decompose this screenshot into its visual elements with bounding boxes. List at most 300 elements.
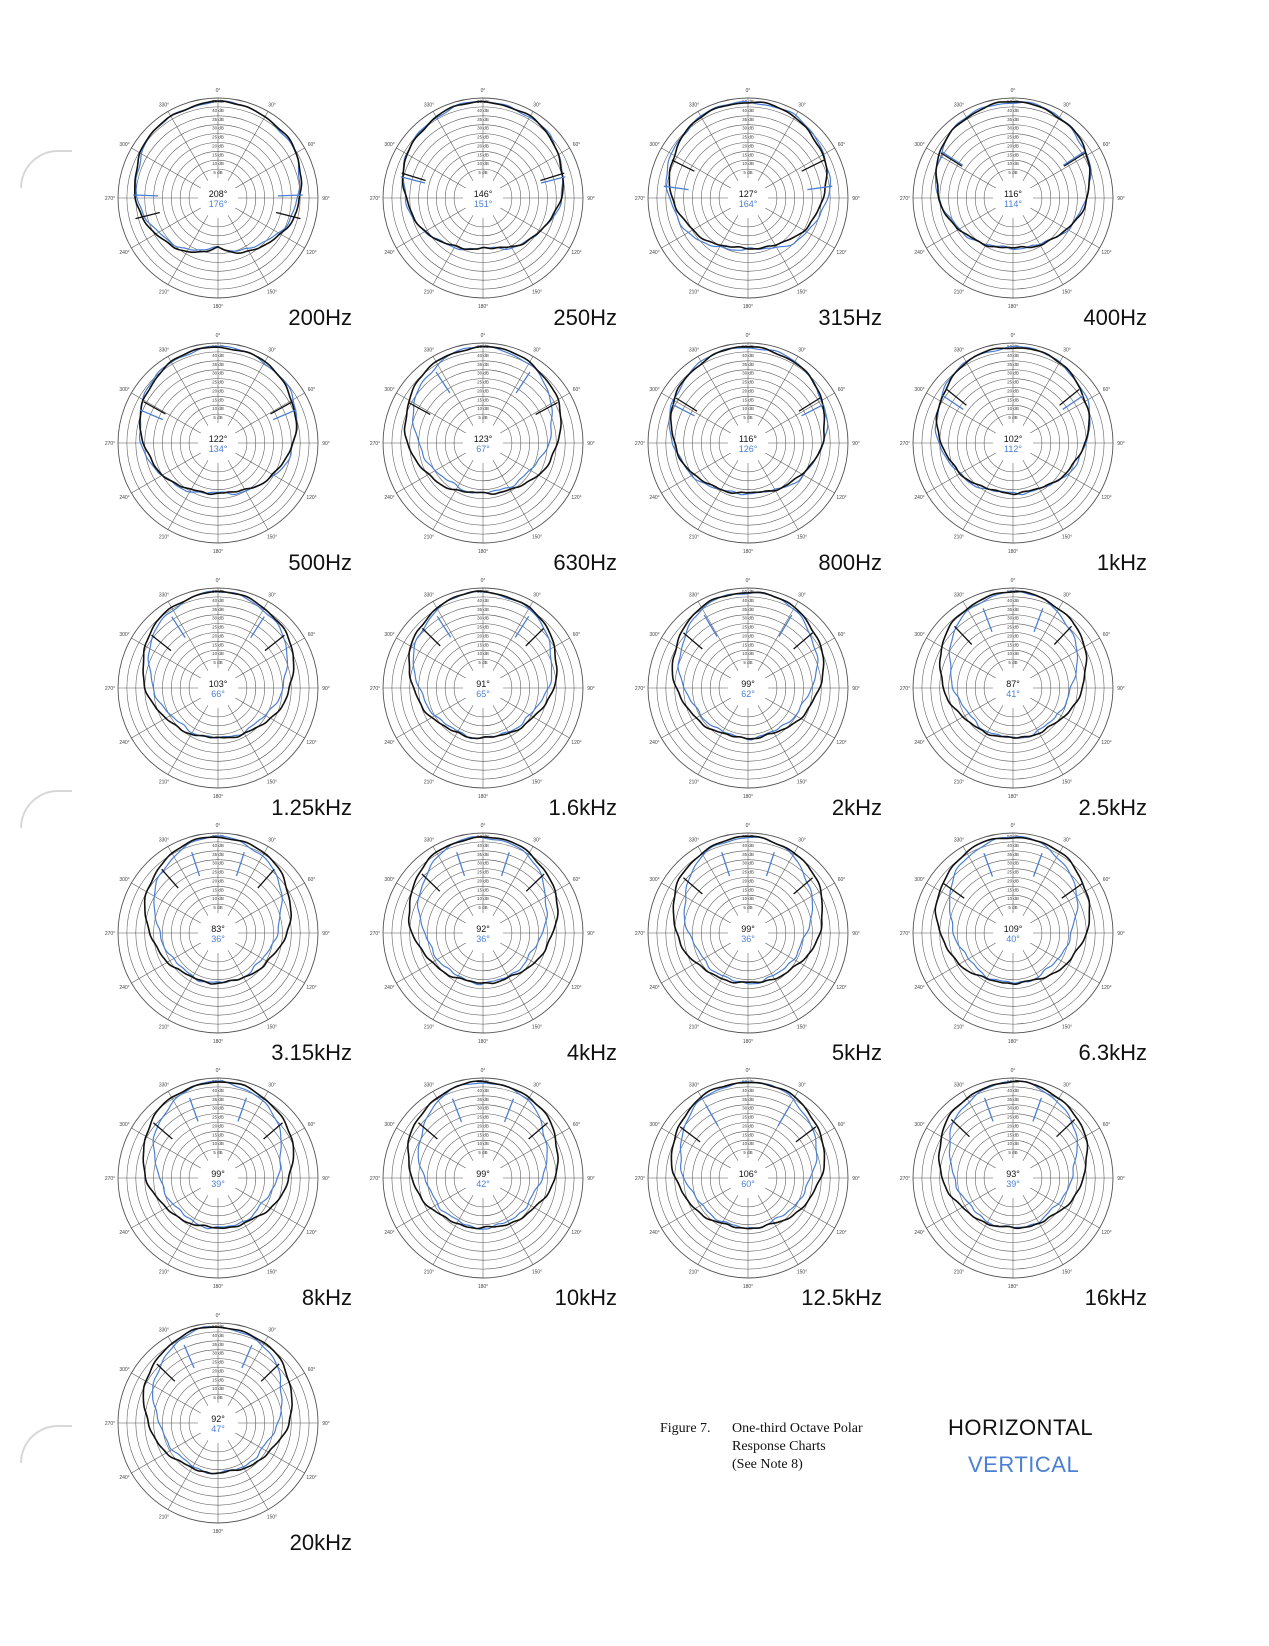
ring-label: 35 dB xyxy=(212,361,224,367)
horizontal-beamwidth-label: 122° xyxy=(208,434,228,444)
polar-chart xyxy=(622,80,882,330)
vertical-beamwidth-label: 47° xyxy=(211,1424,225,1434)
angle-label: 180° xyxy=(477,304,489,310)
ring-label: 15 dB xyxy=(477,152,489,158)
frequency-label: 200Hz xyxy=(288,305,352,330)
beamwidth-marker xyxy=(437,616,451,637)
angle-label: 240° xyxy=(384,1230,395,1236)
angle-label: 120° xyxy=(306,740,317,746)
angle-label: 90° xyxy=(587,196,595,202)
frequency-label: 2.5kHz xyxy=(1078,795,1147,820)
ring-label: 40 dB xyxy=(212,842,224,848)
angle-label: 90° xyxy=(852,686,860,692)
angle-label: 30° xyxy=(798,1082,806,1089)
ring-label: 5 dB xyxy=(1008,170,1018,176)
angle-label: 210° xyxy=(953,289,965,296)
ring-label: 50 dB xyxy=(212,1324,224,1329)
ring-label: 50 dB xyxy=(477,589,489,594)
ring-label: 30 dB xyxy=(1007,1105,1019,1111)
ring-label: 35 dB xyxy=(212,1096,224,1102)
ring-label: 25 dB xyxy=(1007,134,1019,140)
ring-label: 35 dB xyxy=(477,116,489,122)
frequency-label: 16kHz xyxy=(1084,1285,1147,1310)
beamwidth-marker xyxy=(984,853,993,877)
ring-label: 25 dB xyxy=(1007,869,1019,875)
angle-label: 240° xyxy=(384,250,395,256)
grid-spoke xyxy=(963,460,1003,529)
ring-label: 25 dB xyxy=(477,379,489,385)
angle-label: 240° xyxy=(914,495,925,501)
beamwidth-marker xyxy=(408,402,430,414)
ring-label: 40 dB xyxy=(1007,1087,1019,1093)
ring-label: 10 dB xyxy=(742,1141,754,1147)
grid-spoke xyxy=(131,883,200,923)
grid-spoke xyxy=(433,356,473,425)
beamwidth-marker xyxy=(273,410,296,420)
beamwidth-marker xyxy=(983,608,992,631)
ring-label: 20 dB xyxy=(212,633,224,639)
angle-label: 60° xyxy=(307,142,316,148)
vertical-beamwidth-label: 126° xyxy=(738,444,758,454)
ring-label: 40 dB xyxy=(477,1087,489,1093)
angle-label: 90° xyxy=(852,1176,860,1182)
ring-label: 20 dB xyxy=(1007,1123,1019,1129)
ring-label: 15 dB xyxy=(742,152,754,158)
punch-hole xyxy=(20,790,72,828)
ring-label: 15 dB xyxy=(477,397,489,403)
ring-label: 40 dB xyxy=(477,107,489,113)
frequency-label: 5kHz xyxy=(831,1040,882,1065)
angle-label: 120° xyxy=(306,985,317,991)
grid-spoke xyxy=(698,1091,738,1160)
angle-label: 240° xyxy=(119,985,130,991)
ring-label: 35 dB xyxy=(742,606,754,612)
ring-label: 25 dB xyxy=(477,134,489,140)
angle-label: 330° xyxy=(158,1327,170,1334)
angle-label: 60° xyxy=(1102,877,1111,883)
vertical-beamwidth-label: 62° xyxy=(741,689,755,699)
horizontal-beamwidth-label: 123° xyxy=(473,434,493,444)
ring-label: 20 dB xyxy=(742,1123,754,1129)
ring-label: 30 dB xyxy=(742,860,754,866)
ring-label: 40 dB xyxy=(1007,597,1019,603)
angle-label: 330° xyxy=(953,1082,965,1089)
angle-label: 210° xyxy=(953,779,965,786)
angle-label: 150° xyxy=(796,289,808,296)
angle-label: 30° xyxy=(268,592,276,599)
ring-label: 35 dB xyxy=(742,116,754,122)
grid-spoke xyxy=(963,111,1003,180)
angle-label: 30° xyxy=(268,1327,276,1334)
angle-label: 0° xyxy=(215,88,221,94)
grid-spoke xyxy=(1030,1128,1099,1168)
grid-spoke xyxy=(1030,698,1099,738)
ring-label: 15 dB xyxy=(742,642,754,648)
angle-label: 90° xyxy=(322,1176,330,1182)
polar-chart-svg xyxy=(357,325,617,575)
grid-spoke xyxy=(493,111,533,180)
polar-chart xyxy=(357,815,617,1065)
caption-line: Response Charts xyxy=(732,1439,826,1454)
ring-label: 35 dB xyxy=(742,361,754,367)
grid-spoke xyxy=(433,1091,473,1160)
angle-label: 270° xyxy=(369,931,381,937)
grid-spoke xyxy=(235,1373,304,1413)
grid-spoke xyxy=(235,148,304,188)
vertical-beamwidth-label: 39° xyxy=(1006,1179,1020,1189)
grid-spoke xyxy=(228,1091,268,1160)
ring-label: 20 dB xyxy=(477,143,489,149)
grid-spoke xyxy=(1030,453,1099,493)
angle-label: 60° xyxy=(1102,142,1111,148)
ring-label: 20 dB xyxy=(1007,633,1019,639)
ring-label: 10 dB xyxy=(1007,651,1019,657)
angle-label: 120° xyxy=(1101,250,1112,256)
angle-label: 270° xyxy=(634,196,646,202)
grid-spoke xyxy=(963,705,1003,774)
frequency-label: 1kHz xyxy=(1096,550,1147,575)
angle-label: 240° xyxy=(119,250,130,256)
angle-label: 270° xyxy=(634,931,646,937)
polar-chart xyxy=(92,80,352,330)
angle-label: 240° xyxy=(119,1475,130,1481)
grid-spoke xyxy=(168,705,208,774)
polar-chart-svg xyxy=(92,325,352,575)
angle-label: 60° xyxy=(572,1122,581,1128)
horizontal-beamwidth-label: 208° xyxy=(208,189,228,199)
angle-label: 90° xyxy=(1117,196,1125,202)
ring-label: 25 dB xyxy=(477,624,489,630)
angle-label: 60° xyxy=(837,632,846,638)
horizontal-beamwidth-label: 87° xyxy=(1006,679,1020,689)
ring-label: 15 dB xyxy=(212,152,224,158)
ring-label: 10 dB xyxy=(477,651,489,657)
ring-label: 10 dB xyxy=(477,896,489,902)
polar-chart xyxy=(887,325,1147,575)
grid-spoke xyxy=(1023,111,1063,180)
ring-label: 30 dB xyxy=(212,370,224,376)
grid-spoke xyxy=(1023,705,1063,774)
angle-label: 0° xyxy=(480,88,486,94)
vertical-beamwidth-label: 176° xyxy=(208,199,228,209)
frequency-label: 1.25kHz xyxy=(271,795,352,820)
vertical-beamwidth-label: 60° xyxy=(741,1179,755,1189)
vertical-beamwidth-label: 67° xyxy=(476,444,490,454)
ring-label: 5 dB xyxy=(743,905,753,911)
ring-label: 5 dB xyxy=(478,170,488,176)
ring-label: 15 dB xyxy=(1007,397,1019,403)
frequency-label: 4kHz xyxy=(566,1040,617,1065)
ring-label: 50 dB xyxy=(212,589,224,594)
angle-label: 60° xyxy=(307,632,316,638)
beamwidth-marker xyxy=(140,410,163,420)
angle-label: 150° xyxy=(531,1269,543,1276)
ring-label: 20 dB xyxy=(477,633,489,639)
grid-spoke xyxy=(168,1440,208,1509)
angle-label: 240° xyxy=(649,985,660,991)
grid-spoke xyxy=(228,111,268,180)
ring-label: 35 dB xyxy=(212,116,224,122)
ring-label: 40 dB xyxy=(477,842,489,848)
figure-description xyxy=(732,1420,912,1474)
frequency-label: 800Hz xyxy=(818,550,882,575)
ring-label: 35 dB xyxy=(1007,1096,1019,1102)
ring-label: 25 dB xyxy=(212,379,224,385)
beamwidth-marker xyxy=(278,195,303,196)
angle-label: 30° xyxy=(268,837,276,844)
horizontal-beamwidth-label: 99° xyxy=(211,1169,225,1179)
frequency-label: 400Hz xyxy=(1083,305,1147,330)
polar-chart-svg xyxy=(92,570,352,820)
grid-spoke xyxy=(963,1195,1003,1264)
ring-label: 10 dB xyxy=(1007,1141,1019,1147)
ring-label: 20 dB xyxy=(212,143,224,149)
ring-label: 40 dB xyxy=(212,1087,224,1093)
grid-spoke xyxy=(758,601,798,670)
horizontal-beamwidth-label: 99° xyxy=(741,924,755,934)
vertical-beamwidth-label: 151° xyxy=(473,199,493,209)
legend-vertical: VERTICAL xyxy=(968,1452,1080,1477)
angle-label: 0° xyxy=(745,578,751,584)
angle-label: 180° xyxy=(212,1284,224,1290)
grid-spoke xyxy=(228,1440,268,1509)
ring-label: 15 dB xyxy=(1007,642,1019,648)
ring-label: 10 dB xyxy=(742,651,754,657)
angle-label: 150° xyxy=(1061,534,1073,541)
angle-label: 150° xyxy=(266,289,278,296)
angle-label: 270° xyxy=(104,196,116,202)
angle-label: 150° xyxy=(531,534,543,541)
ring-label: 40 dB xyxy=(477,352,489,358)
ring-label: 40 dB xyxy=(742,1087,754,1093)
angle-label: 90° xyxy=(1117,931,1125,937)
ring-label: 35 dB xyxy=(212,606,224,612)
ring-label: 5 dB xyxy=(213,905,223,911)
frequency-label: 3.15kHz xyxy=(271,1040,352,1065)
angle-label: 330° xyxy=(688,837,700,844)
frequency-label: 6.3kHz xyxy=(1078,1040,1147,1065)
horizontal-beamwidth-label: 146° xyxy=(473,189,493,199)
beamwidth-marker xyxy=(453,1099,462,1122)
ring-label: 20 dB xyxy=(477,388,489,394)
ring-label: 40 dB xyxy=(742,107,754,113)
angle-label: 330° xyxy=(688,102,700,109)
grid-spoke xyxy=(926,208,995,248)
angle-label: 180° xyxy=(477,549,489,555)
beamwidth-marker xyxy=(144,402,166,414)
ring-label: 50 dB xyxy=(742,834,754,839)
polar-chart xyxy=(887,1060,1147,1310)
ring-label: 20 dB xyxy=(477,878,489,884)
polar-chart xyxy=(357,1060,617,1310)
polar-chart xyxy=(622,325,882,575)
polar-chart-svg xyxy=(92,80,352,330)
ring-label: 5 dB xyxy=(743,415,753,421)
angle-label: 0° xyxy=(745,333,751,339)
angle-label: 0° xyxy=(1010,578,1016,584)
angle-label: 120° xyxy=(306,250,317,256)
angle-label: 60° xyxy=(1102,1122,1111,1128)
ring-label: 10 dB xyxy=(212,161,224,167)
ring-label: 35 dB xyxy=(477,851,489,857)
angle-label: 90° xyxy=(852,196,860,202)
angle-label: 330° xyxy=(953,347,965,354)
angle-label: 60° xyxy=(307,1122,316,1128)
beamwidth-marker xyxy=(515,616,529,637)
angle-label: 270° xyxy=(104,1176,116,1182)
grid-spoke xyxy=(168,356,208,425)
grid-spoke xyxy=(963,356,1003,425)
angle-label: 120° xyxy=(836,985,847,991)
grid-spoke xyxy=(963,215,1003,284)
ring-label: 5 dB xyxy=(743,1150,753,1156)
ring-label: 15 dB xyxy=(212,1132,224,1138)
angle-label: 180° xyxy=(1007,1039,1019,1045)
vertical-beamwidth-label: 36° xyxy=(741,934,755,944)
ring-label: 10 dB xyxy=(212,1386,224,1392)
angle-label: 180° xyxy=(212,549,224,555)
angle-label: 300° xyxy=(384,1122,395,1128)
polar-chart-svg xyxy=(357,1060,617,1310)
ring-label: 50 dB xyxy=(1007,1079,1019,1084)
ring-label: 35 dB xyxy=(742,851,754,857)
angle-label: 30° xyxy=(798,592,806,599)
frequency-label: 250Hz xyxy=(553,305,617,330)
angle-label: 180° xyxy=(742,304,754,310)
angle-label: 270° xyxy=(634,441,646,447)
angle-label: 210° xyxy=(953,534,965,541)
horizontal-response-curve xyxy=(140,347,297,494)
beamwidth-marker xyxy=(676,398,697,411)
grid-spoke xyxy=(758,1195,798,1264)
angle-label: 120° xyxy=(571,495,582,501)
angle-label: 150° xyxy=(796,534,808,541)
angle-label: 150° xyxy=(1061,779,1073,786)
grid-spoke xyxy=(500,1188,569,1228)
angle-label: 90° xyxy=(852,441,860,447)
ring-label: 10 dB xyxy=(212,896,224,902)
ring-label: 40 dB xyxy=(212,1332,224,1338)
ring-label: 40 dB xyxy=(742,842,754,848)
angle-label: 210° xyxy=(423,779,435,786)
ring-label: 30 dB xyxy=(477,615,489,621)
angle-label: 300° xyxy=(119,1367,130,1373)
grid-spoke xyxy=(433,1195,473,1264)
beamwidth-marker xyxy=(704,615,717,637)
angle-label: 300° xyxy=(119,877,130,883)
polar-chart-svg xyxy=(622,815,882,1065)
vertical-beamwidth-label: 112° xyxy=(1004,444,1022,454)
beamwidth-marker xyxy=(1064,153,1085,166)
grid-spoke xyxy=(168,601,208,670)
ring-label: 50 dB xyxy=(1007,834,1019,839)
angle-label: 270° xyxy=(104,686,116,692)
polar-chart-svg xyxy=(92,1305,352,1555)
grid-spoke xyxy=(131,453,200,493)
polar-chart xyxy=(887,570,1147,820)
ring-label: 30 dB xyxy=(1007,860,1019,866)
beamwidth-marker xyxy=(184,1345,194,1368)
angle-label: 90° xyxy=(1117,441,1125,447)
angle-label: 60° xyxy=(572,877,581,883)
grid-spoke xyxy=(926,1128,995,1168)
angle-label: 0° xyxy=(480,333,486,339)
angle-label: 240° xyxy=(384,740,395,746)
angle-label: 270° xyxy=(369,1176,381,1182)
angle-label: 60° xyxy=(837,387,846,393)
ring-label: 10 dB xyxy=(742,161,754,167)
angle-label: 330° xyxy=(158,1082,170,1089)
polar-chart-svg xyxy=(357,570,617,820)
ring-label: 10 dB xyxy=(742,406,754,412)
angle-label: 0° xyxy=(1010,823,1016,829)
angle-label: 60° xyxy=(307,1367,316,1373)
angle-label: 300° xyxy=(119,142,130,148)
beamwidth-marker xyxy=(941,153,962,166)
angle-label: 120° xyxy=(836,1230,847,1236)
ring-label: 40 dB xyxy=(742,597,754,603)
grid-spoke xyxy=(758,356,798,425)
ring-label: 35 dB xyxy=(1007,116,1019,122)
ring-label: 40 dB xyxy=(477,597,489,603)
grid-spoke xyxy=(698,846,738,915)
angle-label: 0° xyxy=(480,1068,486,1074)
ring-label: 50 dB xyxy=(1007,589,1019,594)
angle-label: 90° xyxy=(322,196,330,202)
angle-label: 90° xyxy=(322,686,330,692)
angle-label: 30° xyxy=(268,347,276,354)
ring-label: 50 dB xyxy=(742,344,754,349)
angle-label: 210° xyxy=(158,1514,170,1521)
punch-hole xyxy=(20,1425,72,1463)
angle-label: 330° xyxy=(688,347,700,354)
ring-label: 50 dB xyxy=(212,344,224,349)
polar-chart xyxy=(357,80,617,330)
ring-label: 30 dB xyxy=(1007,615,1019,621)
ring-label: 15 dB xyxy=(1007,152,1019,158)
ring-label: 50 dB xyxy=(212,99,224,104)
grid-spoke xyxy=(493,460,533,529)
ring-label: 20 dB xyxy=(742,143,754,149)
grid-spoke xyxy=(963,601,1003,670)
ring-label: 30 dB xyxy=(477,1105,489,1111)
polar-chart-svg xyxy=(887,80,1147,330)
ring-label: 50 dB xyxy=(212,834,224,839)
angle-label: 300° xyxy=(384,387,395,393)
angle-label: 240° xyxy=(914,1230,925,1236)
angle-label: 300° xyxy=(384,632,395,638)
polar-chart-svg xyxy=(887,325,1147,575)
angle-label: 270° xyxy=(369,441,381,447)
angle-label: 330° xyxy=(423,1082,435,1089)
angle-label: 300° xyxy=(119,632,130,638)
ring-label: 25 dB xyxy=(742,624,754,630)
angle-label: 210° xyxy=(423,534,435,541)
beamwidth-marker xyxy=(672,160,694,171)
polar-chart xyxy=(887,80,1147,330)
angle-label: 0° xyxy=(215,578,221,584)
ring-label: 50 dB xyxy=(1007,99,1019,104)
angle-label: 150° xyxy=(266,1024,278,1031)
angle-label: 60° xyxy=(307,387,316,393)
angle-label: 30° xyxy=(268,1082,276,1089)
ring-label: 40 dB xyxy=(742,352,754,358)
angle-label: 300° xyxy=(384,142,395,148)
angle-label: 30° xyxy=(533,347,541,354)
grid-spoke xyxy=(131,638,200,678)
ring-label: 5 dB xyxy=(478,415,488,421)
angle-label: 30° xyxy=(533,837,541,844)
